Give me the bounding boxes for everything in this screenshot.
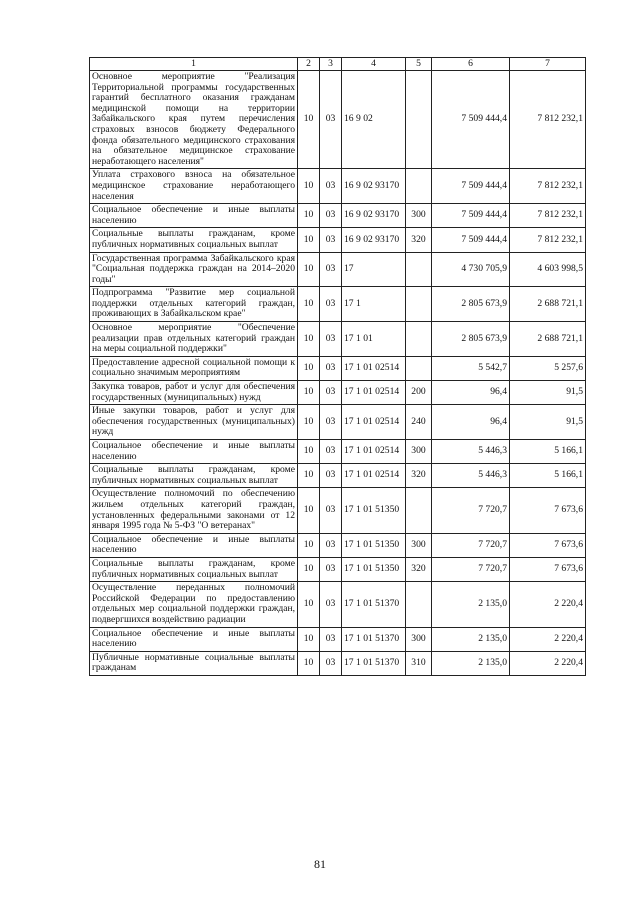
cell-subsection: 03 <box>320 582 342 627</box>
cell-section: 10 <box>298 405 320 440</box>
cell-subsection: 03 <box>320 71 342 169</box>
table-row <box>90 405 586 440</box>
cell-section: 10 <box>298 356 320 380</box>
table-row <box>90 627 586 651</box>
cell-amount-1: 2 135,0 <box>432 582 510 627</box>
cell-subsection: 03 <box>320 228 342 252</box>
cell-section: 10 <box>298 533 320 557</box>
cell-expense-type <box>406 287 432 322</box>
cell-expense-type: 310 <box>406 651 432 675</box>
cell-subsection: 03 <box>320 627 342 651</box>
cell-expense-type <box>406 356 432 380</box>
cell-amount-1: 7 509 444,4 <box>432 169 510 204</box>
cell-amount-2: 7 673,6 <box>510 488 586 533</box>
cell-name: Социальное обеспечение и иные выплаты населению <box>90 440 298 464</box>
cell-expense-type <box>406 582 432 627</box>
cell-section: 10 <box>298 557 320 581</box>
cell-name: Осуществление переданных полномочий Российской Федерации по предоставлению отдельных мер социальной поддержки граждан, подвергшихся воздействию радиации <box>90 582 298 627</box>
cell-section: 10 <box>298 204 320 228</box>
cell-amount-1: 5 542,7 <box>432 356 510 380</box>
cell-subsection: 03 <box>320 557 342 581</box>
table-row <box>90 651 586 675</box>
cell-amount-2: 7 812 232,1 <box>510 169 586 204</box>
cell-expense-type <box>406 252 432 287</box>
cell-name: Уплата страхового взноса на обязательное медицинское страхование неработающего населения <box>90 169 298 204</box>
cell-target-article: 16 9 02 93170 <box>342 204 406 228</box>
cell-amount-1: 96,4 <box>432 405 510 440</box>
header-col-7: 7 <box>510 58 586 71</box>
cell-section: 10 <box>298 651 320 675</box>
table-row <box>90 582 586 627</box>
cell-section: 10 <box>298 322 320 357</box>
cell-amount-1: 2 135,0 <box>432 627 510 651</box>
header-col-6: 6 <box>432 58 510 71</box>
cell-amount-2: 7 673,6 <box>510 533 586 557</box>
budget-table <box>89 57 586 676</box>
cell-amount-2: 7 812 232,1 <box>510 204 586 228</box>
table-row <box>90 356 586 380</box>
cell-name: Подпрограмма "Развитие мер социальной поддержки отдельных категорий граждан, проживающих в Забайкальском крае" <box>90 287 298 322</box>
cell-name: Осуществление полномочий по обеспечению жильем отдельных категорий граждан, установленных федеральными законами от 12 января 1995 года № 5-ФЗ "О ветеранах" <box>90 488 298 533</box>
cell-target-article: 16 9 02 93170 <box>342 228 406 252</box>
cell-target-article: 16 9 02 <box>342 71 406 169</box>
cell-expense-type: 320 <box>406 557 432 581</box>
cell-expense-type <box>406 488 432 533</box>
table-row <box>90 440 586 464</box>
table-row <box>90 204 586 228</box>
cell-amount-1: 5 446,3 <box>432 464 510 488</box>
cell-section: 10 <box>298 464 320 488</box>
cell-amount-1: 7 509 444,4 <box>432 228 510 252</box>
table-row <box>90 71 586 169</box>
cell-target-article: 16 9 02 93170 <box>342 169 406 204</box>
table-row <box>90 464 586 488</box>
cell-name: Основное мероприятие "Обеспечение реализации прав отдельных категорий граждан на меры социальной поддержки" <box>90 322 298 357</box>
cell-amount-2: 2 220,4 <box>510 582 586 627</box>
cell-section: 10 <box>298 582 320 627</box>
cell-amount-1: 7 720,7 <box>432 488 510 533</box>
cell-amount-2: 7 812 232,1 <box>510 71 586 169</box>
cell-subsection: 03 <box>320 322 342 357</box>
cell-amount-2: 2 688 721,1 <box>510 322 586 357</box>
cell-section: 10 <box>298 488 320 533</box>
header-col-4: 4 <box>342 58 406 71</box>
cell-target-article: 17 1 01 51350 <box>342 533 406 557</box>
cell-section: 10 <box>298 440 320 464</box>
cell-subsection: 03 <box>320 533 342 557</box>
cell-target-article: 17 <box>342 252 406 287</box>
cell-expense-type: 300 <box>406 627 432 651</box>
cell-amount-2: 5 166,1 <box>510 440 586 464</box>
cell-amount-2: 4 603 998,5 <box>510 252 586 287</box>
cell-section: 10 <box>298 71 320 169</box>
table-header <box>90 58 586 71</box>
header-col-5: 5 <box>406 58 432 71</box>
cell-subsection: 03 <box>320 488 342 533</box>
cell-name: Закупка товаров, работ и услуг для обеспечения государственных (муниципальных) нужд <box>90 381 298 405</box>
cell-name: Предоставление адресной социальной помощи к социально значимым мероприятиям <box>90 356 298 380</box>
cell-section: 10 <box>298 381 320 405</box>
cell-expense-type: 300 <box>406 204 432 228</box>
cell-expense-type: 300 <box>406 533 432 557</box>
cell-target-article: 17 1 <box>342 287 406 322</box>
cell-section: 10 <box>298 252 320 287</box>
cell-expense-type: 320 <box>406 464 432 488</box>
cell-name: Государственная программа Забайкальского края "Социальная поддержка граждан на 2014–2020 годы" <box>90 252 298 287</box>
cell-amount-1: 96,4 <box>432 381 510 405</box>
cell-amount-1: 2 135,0 <box>432 651 510 675</box>
cell-subsection: 03 <box>320 169 342 204</box>
cell-subsection: 03 <box>320 405 342 440</box>
table-row <box>90 533 586 557</box>
header-col-2: 2 <box>298 58 320 71</box>
cell-amount-2: 2 220,4 <box>510 651 586 675</box>
cell-amount-2: 2 220,4 <box>510 627 586 651</box>
cell-amount-1: 5 446,3 <box>432 440 510 464</box>
cell-amount-1: 7 509 444,4 <box>432 71 510 169</box>
cell-amount-1: 7 720,7 <box>432 557 510 581</box>
cell-section: 10 <box>298 169 320 204</box>
table-body <box>90 71 586 676</box>
cell-expense-type <box>406 71 432 169</box>
cell-name: Социальные выплаты гражданам, кроме публичных нормативных социальных выплат <box>90 228 298 252</box>
cell-subsection: 03 <box>320 356 342 380</box>
table-row <box>90 381 586 405</box>
cell-section: 10 <box>298 627 320 651</box>
cell-section: 10 <box>298 228 320 252</box>
cell-amount-2: 2 688 721,1 <box>510 287 586 322</box>
cell-amount-1: 2 805 673,9 <box>432 322 510 357</box>
table-row <box>90 488 586 533</box>
cell-name: Социальные выплаты гражданам, кроме публичных нормативных социальных выплат <box>90 464 298 488</box>
cell-target-article: 17 1 01 02514 <box>342 356 406 380</box>
cell-expense-type: 300 <box>406 440 432 464</box>
cell-amount-2: 5 166,1 <box>510 464 586 488</box>
cell-target-article: 17 1 01 51370 <box>342 582 406 627</box>
header-row <box>90 58 586 71</box>
cell-name: Социальное обеспечение и иные выплаты населению <box>90 204 298 228</box>
page-number: 81 <box>314 857 326 871</box>
cell-target-article: 17 1 01 51350 <box>342 488 406 533</box>
cell-target-article: 17 1 01 51370 <box>342 651 406 675</box>
cell-amount-2: 5 257,6 <box>510 356 586 380</box>
cell-expense-type <box>406 322 432 357</box>
cell-amount-2: 7 673,6 <box>510 557 586 581</box>
cell-subsection: 03 <box>320 381 342 405</box>
cell-expense-type <box>406 169 432 204</box>
cell-amount-1: 4 730 705,9 <box>432 252 510 287</box>
cell-target-article: 17 1 01 <box>342 322 406 357</box>
cell-subsection: 03 <box>320 252 342 287</box>
cell-target-article: 17 1 01 02514 <box>342 464 406 488</box>
cell-subsection: 03 <box>320 464 342 488</box>
cell-section: 10 <box>298 287 320 322</box>
cell-subsection: 03 <box>320 204 342 228</box>
cell-target-article: 17 1 01 51350 <box>342 557 406 581</box>
cell-target-article: 17 1 01 02514 <box>342 381 406 405</box>
cell-name: Социальные выплаты гражданам, кроме публичных нормативных социальных выплат <box>90 557 298 581</box>
cell-amount-1: 2 805 673,9 <box>432 287 510 322</box>
cell-subsection: 03 <box>320 440 342 464</box>
cell-expense-type: 200 <box>406 381 432 405</box>
table-row <box>90 252 586 287</box>
cell-amount-2: 7 812 232,1 <box>510 228 586 252</box>
table-row <box>90 322 586 357</box>
cell-amount-2: 91,5 <box>510 381 586 405</box>
cell-name: Публичные нормативные социальные выплаты гражданам <box>90 651 298 675</box>
table-row <box>90 557 586 581</box>
cell-name: Основное мероприятие "Реализация Территориальной программы государственных гарантий бесплатного оказания гражданам медицинской помощи на территории Забайкальского края путем перечисления страховых взносов бюджету Федерального фонда обязательного медицинского страхования на обязательное медицинское страхование неработающего населения" <box>90 71 298 169</box>
cell-expense-type: 320 <box>406 228 432 252</box>
cell-target-article: 17 1 01 02514 <box>342 405 406 440</box>
table-row <box>90 228 586 252</box>
cell-subsection: 03 <box>320 651 342 675</box>
cell-amount-2: 91,5 <box>510 405 586 440</box>
cell-name: Иные закупки товаров, работ и услуг для обеспечения государственных (муниципальных) нужд <box>90 405 298 440</box>
cell-amount-1: 7 509 444,4 <box>432 204 510 228</box>
cell-amount-1: 7 720,7 <box>432 533 510 557</box>
cell-name: Социальное обеспечение и иные выплаты населению <box>90 533 298 557</box>
header-col-1: 1 <box>90 58 298 71</box>
table-row <box>90 287 586 322</box>
table-row <box>90 169 586 204</box>
header-col-3: 3 <box>320 58 342 71</box>
cell-target-article: 17 1 01 51370 <box>342 627 406 651</box>
cell-target-article: 17 1 01 02514 <box>342 440 406 464</box>
cell-name: Социальное обеспечение и иные выплаты населению <box>90 627 298 651</box>
cell-expense-type: 240 <box>406 405 432 440</box>
cell-subsection: 03 <box>320 287 342 322</box>
